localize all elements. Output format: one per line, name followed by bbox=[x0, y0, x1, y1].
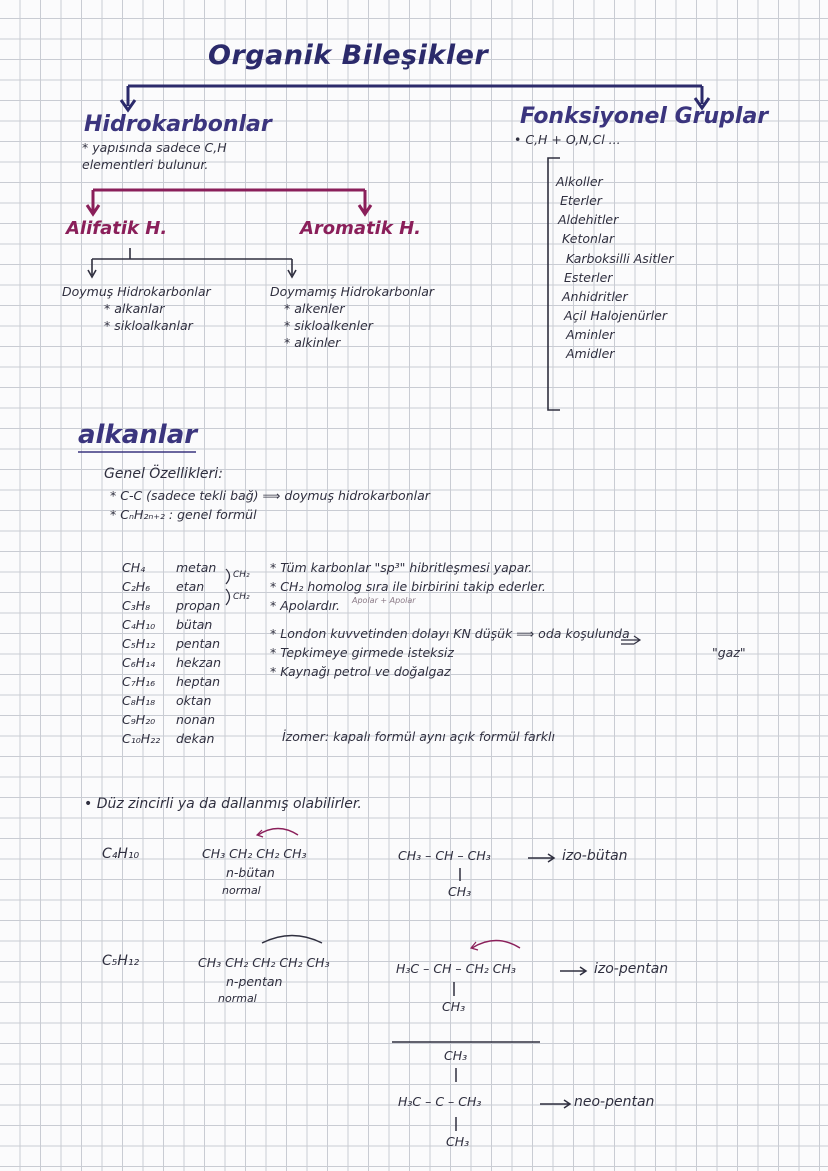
neopentane-bottom-ch3: CH₃ bbox=[446, 1134, 470, 1149]
unsaturated-title: Doymamış Hidrokarbonlar bbox=[270, 284, 435, 299]
butane-formula: C₄H₁₀ bbox=[102, 846, 140, 862]
n-butane-name: n-bütan bbox=[226, 865, 275, 880]
functional-group-item: Karboksilli Asitler bbox=[566, 251, 674, 266]
homolog-bracket-2 bbox=[226, 589, 230, 605]
unsaturated-item: * alkenler bbox=[284, 301, 345, 316]
pentane-formula: C₅H₁₂ bbox=[102, 953, 140, 969]
homolog-ch2-label: CH₂ bbox=[233, 592, 250, 602]
fg-bracket bbox=[548, 158, 560, 410]
neopentane-top-ch3: CH₃ bbox=[444, 1048, 468, 1063]
isopentane-branch-ch3: CH₃ bbox=[442, 999, 466, 1014]
unsaturated-item: * sikloalkenler bbox=[284, 318, 373, 333]
series-formula: C₇H₁₆ bbox=[122, 674, 156, 689]
series-name: dekan bbox=[176, 731, 215, 746]
functional-groups-note: • C,H + O,N,Cl ... bbox=[514, 132, 621, 147]
neopentane-arrow bbox=[540, 1100, 570, 1108]
functional-group-item: Anhidritler bbox=[562, 289, 628, 304]
functional-group-item: Eterler bbox=[560, 193, 602, 208]
series-name: hekzan bbox=[176, 655, 221, 670]
functional-group-item: Esterler bbox=[564, 270, 613, 285]
functional-group-item: Amidler bbox=[566, 346, 615, 361]
homolog-bracket-1 bbox=[226, 569, 230, 584]
series-formula: C₄H₁₀ bbox=[122, 617, 156, 632]
series-formula: C₃H₈ bbox=[122, 598, 151, 613]
unsaturated-item: * alkinler bbox=[284, 335, 341, 350]
homolog-ch2-label: CH₂ bbox=[233, 570, 250, 580]
series-name: propan bbox=[176, 598, 221, 613]
series-name: metan bbox=[176, 560, 217, 575]
series-name: oktan bbox=[176, 693, 212, 708]
general-properties-title: Genel Özellikleri: bbox=[104, 466, 223, 482]
butane-arc bbox=[258, 829, 298, 836]
aliphatic-heading: Alifatik H. bbox=[66, 218, 168, 239]
isobutane-chain: CH₃ – CH – CH₃ bbox=[398, 848, 491, 863]
hydrocarbons-note-1: * yapısında sadece C,H bbox=[82, 140, 227, 155]
n-pentane-name: n-pentan bbox=[226, 974, 283, 989]
series-name: etan bbox=[176, 579, 205, 594]
isobutane-arrow bbox=[528, 854, 554, 862]
general-property: * C-C (sadece tekli bağ) ⟹ doymuş hidrokarbonlar bbox=[110, 488, 430, 503]
n-pentane-chain: CH₃ CH₂ CH₂ CH₂ CH₃ bbox=[198, 955, 330, 970]
isobutane-branch-ch3: CH₃ bbox=[448, 884, 472, 899]
n-pentane-normal: normal bbox=[218, 992, 257, 1005]
series-name: bütan bbox=[176, 617, 213, 632]
series-formula: CH₄ bbox=[122, 560, 146, 575]
isopentane-chain: H₃C – CH – CH₂ CH₃ bbox=[396, 961, 516, 976]
isopentane-name: izo-pentan bbox=[594, 961, 669, 977]
saturated-title: Doymuş Hidrokarbonlar bbox=[62, 284, 211, 299]
functional-groups-heading: Fonksiyonel Gruplar bbox=[520, 104, 769, 129]
pentane-arc bbox=[262, 936, 322, 944]
saturated-item: * alkanlar bbox=[104, 301, 165, 316]
series-name: heptan bbox=[176, 674, 221, 689]
hydrocarbons-note-2: elementleri bulunur. bbox=[82, 157, 209, 172]
series-formula: C₉H₂₀ bbox=[122, 712, 156, 727]
series-formula: C₈H₁₈ bbox=[122, 693, 156, 708]
series-formula: C₅H₁₂ bbox=[122, 636, 156, 651]
series-formula: C₂H₆ bbox=[122, 579, 151, 594]
hydrocarbons-heading: Hidrokarbonlar bbox=[84, 112, 272, 137]
aromatic-heading: Aromatik H. bbox=[300, 218, 421, 239]
page-title: Organik Bileşikler bbox=[208, 40, 489, 71]
n-butane-chain: CH₃ CH₂ CH₂ CH₃ bbox=[202, 846, 307, 861]
alkanes-heading: alkanlar bbox=[78, 420, 198, 450]
property: * Tepkimeye girmede isteksiz bbox=[270, 645, 454, 660]
apolar-note: Apolar + Apolar bbox=[352, 596, 416, 605]
functional-group-item: Açil Halojenürler bbox=[564, 308, 667, 323]
property: * Apolardır. bbox=[270, 598, 341, 613]
chain-note: • Düz zincirli ya da dallanmış olabilirler. bbox=[84, 796, 362, 812]
neopentane-chain: H₃C – C – CH₃ bbox=[398, 1094, 482, 1109]
series-name: pentan bbox=[176, 636, 221, 651]
property: * Kaynağı petrol ve doğalgaz bbox=[270, 664, 451, 679]
isopentane-arrow bbox=[560, 967, 586, 975]
property: * Tüm karbonlar "sp³" hibritleşmesi yapar. bbox=[270, 560, 533, 575]
functional-group-item: Alkoller bbox=[556, 174, 603, 189]
general-property: * CₙH₂ₙ₊₂ : genel formül bbox=[110, 507, 257, 522]
n-butane-normal: normal bbox=[222, 884, 261, 897]
saturated-item: * sikloalkanlar bbox=[104, 318, 193, 333]
functional-group-item: Ketonlar bbox=[562, 231, 615, 246]
isopentane-arc bbox=[472, 941, 520, 949]
series-formula: C₆H₁₄ bbox=[122, 655, 156, 670]
property: * London kuvvetinden dolayı KN düşük ⟹ oda koşulunda bbox=[270, 626, 630, 641]
neopentane-name: neo-pentan bbox=[574, 1094, 655, 1110]
series-formula: C₁₀H₂₂ bbox=[122, 731, 161, 746]
functional-group-item: Aminler bbox=[566, 327, 615, 342]
property: * CH₂ homolog sıra ile birbirini takip ederler. bbox=[270, 579, 546, 594]
isobutane-name: izo-bütan bbox=[562, 848, 628, 864]
series-name: nonan bbox=[176, 712, 216, 727]
functional-group-item: Aldehitler bbox=[558, 212, 619, 227]
isomer-note: İzomer: kapalı formül aynı açık formül farklı bbox=[282, 729, 555, 744]
gas-note: "gaz" bbox=[712, 645, 746, 660]
